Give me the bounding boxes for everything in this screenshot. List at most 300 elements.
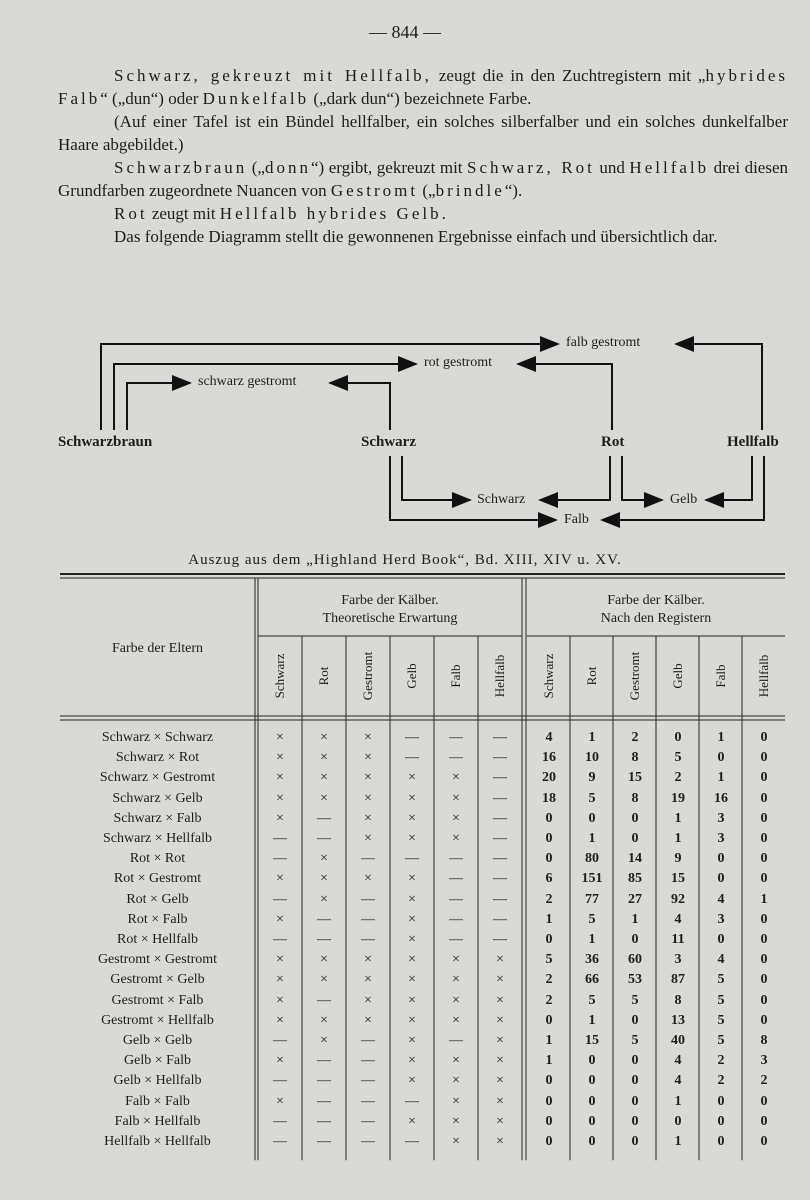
- row-label: Rot × Gestromt: [113, 871, 202, 887]
- theory-cell: —: [449, 1033, 463, 1048]
- theory-cell: —: [317, 932, 331, 947]
- column-header-schwarz: Schwarz: [272, 653, 287, 699]
- row-label: Falb × Hellfalb: [114, 1113, 201, 1129]
- count-cell: 0: [760, 851, 768, 867]
- count-cell: 0: [717, 932, 725, 947]
- row-label: Gestromt × Gelb: [110, 972, 205, 988]
- paragraph-text: („dark dun“) bezeichnete Farbe.: [309, 89, 532, 108]
- theory-cell: —: [317, 1073, 331, 1089]
- spaced-emphasis: Hellfalb: [629, 158, 710, 177]
- count-cell: 1: [674, 1134, 682, 1149]
- theory-cell: ×: [452, 770, 460, 786]
- paragraph-text: (Auf einer Tafel ist ein Bündel hellfalber, ein solches silberfalber und ein solches dunkelfalber Haare abgebildet.): [58, 112, 788, 154]
- row-label: Schwarz × Gestromt: [99, 770, 216, 786]
- theory-cell: ×: [408, 790, 416, 806]
- row-label: Schwarz × Schwarz: [101, 730, 214, 745]
- theory-cell: ×: [496, 992, 504, 1008]
- column-header-falb: Falb: [713, 664, 728, 688]
- theory-cell: ×: [408, 831, 416, 846]
- node-schwarz: Schwarz: [361, 434, 416, 450]
- theory-cell: —: [493, 770, 507, 786]
- theory-cell: ×: [364, 750, 372, 766]
- count-cell: 2: [545, 891, 553, 907]
- count-cell: 0: [545, 1113, 553, 1129]
- theory-cell: ×: [496, 1093, 504, 1109]
- count-cell: 5: [545, 952, 553, 968]
- theory-cell: ×: [320, 851, 328, 867]
- theory-cell: ×: [496, 1053, 504, 1069]
- theory-cell: —: [493, 831, 507, 846]
- spaced-emphasis: Gestromt: [330, 181, 419, 200]
- count-cell: 0: [717, 1093, 725, 1109]
- theory-cell: —: [317, 1113, 331, 1129]
- theory-cell: —: [361, 1134, 375, 1149]
- paragraph-text: zeugt mit: [147, 204, 220, 223]
- theory-cell: —: [273, 851, 287, 867]
- count-cell: 8: [631, 790, 639, 806]
- count-cell: 85: [628, 871, 642, 887]
- count-cell: 8: [760, 1033, 768, 1048]
- theory-cell: —: [493, 750, 507, 766]
- theory-cell: —: [361, 851, 375, 867]
- count-cell: 1: [674, 831, 682, 846]
- theory-cell: —: [361, 932, 375, 947]
- theory-cell: —: [449, 911, 463, 927]
- theory-cell: ×: [320, 952, 328, 968]
- count-cell: 0: [760, 1113, 768, 1129]
- spaced-emphasis: Hellfalb hybrides Gelb.: [219, 204, 449, 223]
- theory-cell: —: [405, 1134, 419, 1149]
- count-cell: 0: [674, 1113, 682, 1129]
- theory-cell: ×: [364, 972, 372, 988]
- column-header-hellfalb: Hellfalb: [756, 654, 771, 698]
- theory-cell: ×: [364, 730, 372, 745]
- count-cell: 66: [585, 972, 599, 988]
- theory-cell: ×: [452, 1073, 460, 1089]
- count-cell: 0: [588, 1073, 596, 1089]
- count-cell: 0: [545, 1012, 553, 1028]
- column-header-rot: Rot: [584, 666, 599, 686]
- theory-cell: ×: [408, 1053, 416, 1069]
- theory-cell: ×: [496, 1113, 504, 1129]
- count-cell: 0: [545, 1134, 553, 1149]
- paragraph-text: und: [594, 158, 630, 177]
- theory-cell: —: [361, 1033, 375, 1048]
- theory-cell: —: [493, 871, 507, 887]
- count-cell: 5: [631, 1033, 639, 1048]
- count-cell: 20: [542, 770, 556, 786]
- count-cell: 1: [545, 911, 553, 927]
- count-cell: 0: [545, 1093, 553, 1109]
- theory-cell: ×: [320, 1012, 328, 1028]
- count-cell: 8: [674, 992, 682, 1008]
- spaced-emphasis: Schwarz, gekreuzt mit Hellfalb,: [114, 66, 432, 85]
- count-cell: 16: [542, 750, 556, 766]
- paragraph-text: “) ergibt, gekreuzt mit: [310, 158, 468, 177]
- theory-cell: ×: [408, 972, 416, 988]
- theory-cell: ×: [320, 790, 328, 806]
- paragraph-dun: [58, 64, 788, 110]
- row-label: Schwarz × Hellfalb: [103, 831, 212, 846]
- theory-cell: ×: [276, 992, 284, 1008]
- count-cell: 4: [717, 891, 725, 907]
- theory-cell: —: [493, 932, 507, 947]
- theory-cell: —: [273, 1134, 287, 1149]
- count-cell: 5: [588, 790, 596, 806]
- count-cell: 0: [760, 871, 768, 887]
- count-cell: 0: [717, 851, 725, 867]
- count-cell: 0: [760, 1093, 768, 1109]
- theory-cell: ×: [452, 810, 460, 826]
- theory-cell: ×: [408, 770, 416, 786]
- row-label: Falb × Falb: [125, 1093, 190, 1109]
- header-parent-color: Farbe der Eltern: [112, 641, 203, 656]
- count-cell: 13: [671, 1012, 685, 1028]
- theory-cell: ×: [408, 810, 416, 826]
- count-cell: 36: [585, 952, 599, 968]
- count-cell: 0: [717, 1134, 725, 1149]
- count-cell: 2: [631, 730, 639, 745]
- count-cell: 0: [760, 992, 768, 1008]
- theory-cell: —: [449, 932, 463, 947]
- count-cell: 0: [760, 750, 768, 766]
- count-cell: 1: [717, 770, 725, 786]
- spaced-emphasis: brindle: [435, 181, 505, 200]
- count-cell: 3: [760, 1053, 768, 1069]
- paragraph-text: („: [418, 181, 436, 200]
- theory-cell: ×: [408, 1073, 416, 1089]
- theory-cell: ×: [276, 972, 284, 988]
- theory-cell: ×: [408, 891, 416, 907]
- count-cell: 1: [545, 1053, 553, 1069]
- count-cell: 4: [545, 730, 553, 745]
- paragraph-text: drei diesen Grundfarben zugeordnete Nuancen von: [58, 158, 789, 200]
- count-cell: 15: [671, 871, 685, 887]
- theory-cell: ×: [364, 810, 372, 826]
- count-cell: 1: [545, 1033, 553, 1048]
- theory-cell: ×: [320, 770, 328, 786]
- row-label: Gestromt × Falb: [111, 992, 204, 1008]
- paragraph-gelb: [58, 202, 788, 225]
- theory-cell: —: [273, 932, 287, 947]
- count-cell: 87: [671, 972, 685, 988]
- count-cell: 0: [760, 770, 768, 786]
- count-cell: 1: [717, 730, 725, 745]
- row-label: Rot × Rot: [129, 851, 186, 867]
- theory-cell: ×: [364, 952, 372, 968]
- theory-cell: ×: [408, 1012, 416, 1028]
- column-header-gestromt: Gestromt: [360, 651, 375, 701]
- theory-cell: —: [361, 1113, 375, 1129]
- theory-cell: —: [317, 911, 331, 927]
- count-cell: 10: [585, 750, 599, 766]
- column-header-falb: Falb: [448, 664, 463, 688]
- theory-cell: ×: [276, 952, 284, 968]
- theory-cell: ×: [408, 1033, 416, 1048]
- count-cell: 0: [545, 932, 553, 947]
- row-label: Schwarz × Falb: [113, 810, 202, 826]
- theory-cell: —: [449, 851, 463, 867]
- theory-cell: ×: [364, 871, 372, 887]
- paragraph-tafel: [58, 110, 788, 156]
- count-cell: 0: [631, 1012, 639, 1028]
- count-cell: 3: [717, 831, 725, 846]
- theory-cell: —: [361, 1093, 375, 1109]
- theory-cell: ×: [408, 911, 416, 927]
- count-cell: 2: [717, 1053, 725, 1069]
- count-cell: 16: [714, 790, 728, 806]
- theory-cell: ×: [276, 911, 284, 927]
- count-cell: 5: [717, 992, 725, 1008]
- theory-cell: —: [493, 790, 507, 806]
- theory-cell: ×: [276, 770, 284, 786]
- theory-cell: ×: [452, 790, 460, 806]
- theory-cell: —: [405, 851, 419, 867]
- theory-cell: ×: [496, 1134, 504, 1149]
- count-cell: 2: [674, 770, 682, 786]
- theory-cell: ×: [496, 1012, 504, 1028]
- count-cell: 0: [631, 1113, 639, 1129]
- theory-cell: ×: [408, 871, 416, 887]
- count-cell: 0: [631, 1053, 639, 1069]
- count-cell: 1: [631, 911, 639, 927]
- count-cell: 1: [588, 730, 596, 745]
- count-cell: 2: [760, 1073, 768, 1089]
- count-cell: 1: [588, 831, 596, 846]
- count-cell: 1: [674, 810, 682, 826]
- theory-cell: —: [317, 992, 331, 1008]
- paragraph-text: zeugt die in den Zuchtregistern mit „: [431, 66, 706, 85]
- count-cell: 0: [760, 790, 768, 806]
- count-cell: 9: [674, 851, 682, 867]
- theory-cell: —: [405, 730, 419, 745]
- count-cell: 3: [717, 911, 725, 927]
- theory-cell: —: [273, 891, 287, 907]
- theory-cell: ×: [364, 831, 372, 846]
- theory-cell: ×: [320, 750, 328, 766]
- inheritance-diagram: [0, 330, 810, 540]
- count-cell: 19: [671, 790, 685, 806]
- label-falb: Falb: [564, 512, 589, 527]
- row-label: Gestromt × Gestromt: [97, 952, 218, 968]
- theory-cell: —: [273, 1073, 287, 1089]
- theory-cell: —: [317, 1053, 331, 1069]
- theory-cell: ×: [496, 1033, 504, 1048]
- theory-cell: —: [273, 1033, 287, 1048]
- theory-cell: ×: [276, 790, 284, 806]
- theory-cell: —: [317, 1134, 331, 1149]
- theory-cell: ×: [364, 992, 372, 1008]
- count-cell: 5: [588, 911, 596, 927]
- count-cell: 3: [674, 952, 682, 968]
- theory-cell: ×: [276, 871, 284, 887]
- row-label: Rot × Falb: [127, 911, 188, 927]
- theory-cell: ×: [408, 1113, 416, 1129]
- column-header-gelb: Gelb: [670, 663, 685, 689]
- row-label: Rot × Hellfalb: [117, 932, 198, 947]
- row-label: Gestromt × Hellfalb: [101, 1012, 214, 1028]
- count-cell: 5: [717, 1033, 725, 1048]
- header-registers: Farbe der Kälber. Nach den Registern: [600, 593, 712, 626]
- count-cell: 92: [671, 891, 685, 907]
- theory-cell: ×: [452, 1053, 460, 1069]
- count-cell: 0: [631, 1134, 639, 1149]
- theory-cell: —: [361, 891, 375, 907]
- theory-cell: ×: [320, 1033, 328, 1048]
- count-cell: 0: [717, 1113, 725, 1129]
- theory-cell: ×: [496, 952, 504, 968]
- count-cell: 1: [588, 932, 596, 947]
- count-cell: 5: [717, 1012, 725, 1028]
- theory-cell: ×: [408, 952, 416, 968]
- spaced-emphasis: donn: [264, 158, 311, 177]
- column-header-schwarz: Schwarz: [541, 653, 556, 699]
- theory-cell: —: [405, 750, 419, 766]
- theory-cell: ×: [320, 891, 328, 907]
- page-number: — 844 —: [369, 22, 441, 42]
- paragraph-text: („: [247, 158, 265, 177]
- count-cell: 4: [674, 1053, 682, 1069]
- count-cell: 0: [760, 972, 768, 988]
- count-cell: 0: [674, 730, 682, 745]
- theory-cell: —: [361, 911, 375, 927]
- count-cell: 5: [588, 992, 596, 1008]
- count-cell: 1: [760, 891, 768, 907]
- theory-cell: ×: [452, 1113, 460, 1129]
- count-cell: 0: [545, 831, 553, 846]
- row-label: Schwarz × Rot: [115, 750, 200, 766]
- label-schwarz: Schwarz: [477, 492, 526, 507]
- count-cell: 0: [760, 932, 768, 947]
- theory-cell: ×: [452, 952, 460, 968]
- count-cell: 0: [631, 831, 639, 846]
- count-cell: 5: [631, 992, 639, 1008]
- theory-cell: —: [317, 831, 331, 846]
- table-caption: Auszug aus dem „Highland Herd Book“, Bd. XIII, XIV u. XV.: [188, 552, 622, 568]
- header-theory: Farbe der Kälber. Theoretische Erwartung: [322, 593, 458, 626]
- body-text: [58, 64, 788, 248]
- count-cell: 40: [671, 1033, 685, 1048]
- theory-cell: ×: [320, 972, 328, 988]
- theory-cell: ×: [364, 770, 372, 786]
- column-header-rot: Rot: [316, 666, 331, 686]
- theory-cell: ×: [408, 992, 416, 1008]
- count-cell: 0: [588, 1134, 596, 1149]
- count-cell: 14: [628, 851, 642, 867]
- theory-cell: ×: [452, 1012, 460, 1028]
- count-cell: 4: [717, 952, 725, 968]
- count-cell: 0: [631, 932, 639, 947]
- column-header-gestromt: Gestromt: [627, 651, 642, 701]
- count-cell: 15: [628, 770, 642, 786]
- theory-cell: ×: [276, 1053, 284, 1069]
- count-cell: 80: [585, 851, 599, 867]
- theory-cell: —: [493, 730, 507, 745]
- count-cell: 2: [545, 972, 553, 988]
- spaced-emphasis: Schwarzbraun: [114, 158, 248, 177]
- node-schwarzbraun: Schwarzbraun: [58, 434, 153, 450]
- theory-cell: —: [449, 750, 463, 766]
- column-header-gelb: Gelb: [404, 663, 419, 689]
- theory-cell: ×: [276, 810, 284, 826]
- count-cell: 0: [545, 851, 553, 867]
- count-cell: 11: [671, 932, 685, 947]
- theory-cell: ×: [320, 730, 328, 745]
- count-cell: 0: [588, 1113, 596, 1129]
- count-cell: 0: [717, 750, 725, 766]
- theory-cell: ×: [452, 831, 460, 846]
- theory-cell: —: [493, 851, 507, 867]
- row-label: Schwarz × Gelb: [112, 790, 203, 806]
- count-cell: 53: [628, 972, 642, 988]
- count-cell: 5: [717, 972, 725, 988]
- row-label: Gelb × Gelb: [122, 1033, 193, 1048]
- count-cell: 0: [760, 952, 768, 968]
- label-schwarz-gestromt: schwarz gestromt: [198, 374, 297, 389]
- theory-cell: ×: [276, 1093, 284, 1109]
- theory-cell: —: [405, 1093, 419, 1109]
- theory-cell: —: [493, 911, 507, 927]
- theory-cell: —: [361, 1053, 375, 1069]
- paragraph-text: “ („dun“) oder: [100, 89, 203, 108]
- count-cell: 4: [674, 1073, 682, 1089]
- theory-cell: ×: [496, 972, 504, 988]
- count-cell: 0: [545, 810, 553, 826]
- count-cell: 0: [760, 730, 768, 745]
- count-cell: 0: [717, 871, 725, 887]
- spaced-emphasis: Schwarz, Rot: [467, 158, 595, 177]
- theory-cell: ×: [408, 932, 416, 947]
- label-gelb: Gelb: [670, 492, 698, 507]
- count-cell: 2: [545, 992, 553, 1008]
- theory-cell: ×: [452, 992, 460, 1008]
- count-cell: 0: [545, 1073, 553, 1089]
- count-cell: 0: [631, 810, 639, 826]
- paragraph-text: “).: [504, 181, 523, 200]
- theory-cell: —: [273, 1113, 287, 1129]
- paragraph-brindle: [58, 156, 788, 202]
- paragraph-diagram-intro: [58, 225, 788, 248]
- count-cell: 0: [588, 1053, 596, 1069]
- spaced-emphasis: Rot: [114, 204, 148, 223]
- theory-cell: —: [449, 730, 463, 745]
- count-cell: 2: [717, 1073, 725, 1089]
- column-header-hellfalb: Hellfalb: [492, 654, 507, 698]
- count-cell: 27: [628, 891, 642, 907]
- node-hellfalb: Hellfalb: [727, 434, 779, 450]
- count-cell: 0: [588, 1093, 596, 1109]
- theory-cell: ×: [276, 750, 284, 766]
- node-rot: Rot: [601, 434, 625, 450]
- row-label: Gelb × Hellfalb: [113, 1073, 202, 1089]
- theory-cell: ×: [452, 972, 460, 988]
- theory-cell: —: [449, 891, 463, 907]
- theory-cell: ×: [364, 1012, 372, 1028]
- spaced-emphasis: hybrides Falb: [58, 66, 788, 108]
- count-cell: 0: [760, 1134, 768, 1149]
- count-cell: 8: [631, 750, 639, 766]
- count-cell: 9: [588, 770, 596, 786]
- theory-cell: —: [273, 831, 287, 846]
- theory-cell: —: [493, 891, 507, 907]
- count-cell: 0: [760, 831, 768, 846]
- paragraph-text: Das folgende Diagramm stellt die gewonnenen Ergebnisse einfach und übersichtlich dar.: [114, 227, 718, 246]
- count-cell: 77: [585, 891, 599, 907]
- count-cell: 4: [674, 911, 682, 927]
- count-cell: 1: [588, 1012, 596, 1028]
- count-cell: 6: [545, 871, 553, 887]
- theory-cell: ×: [276, 1012, 284, 1028]
